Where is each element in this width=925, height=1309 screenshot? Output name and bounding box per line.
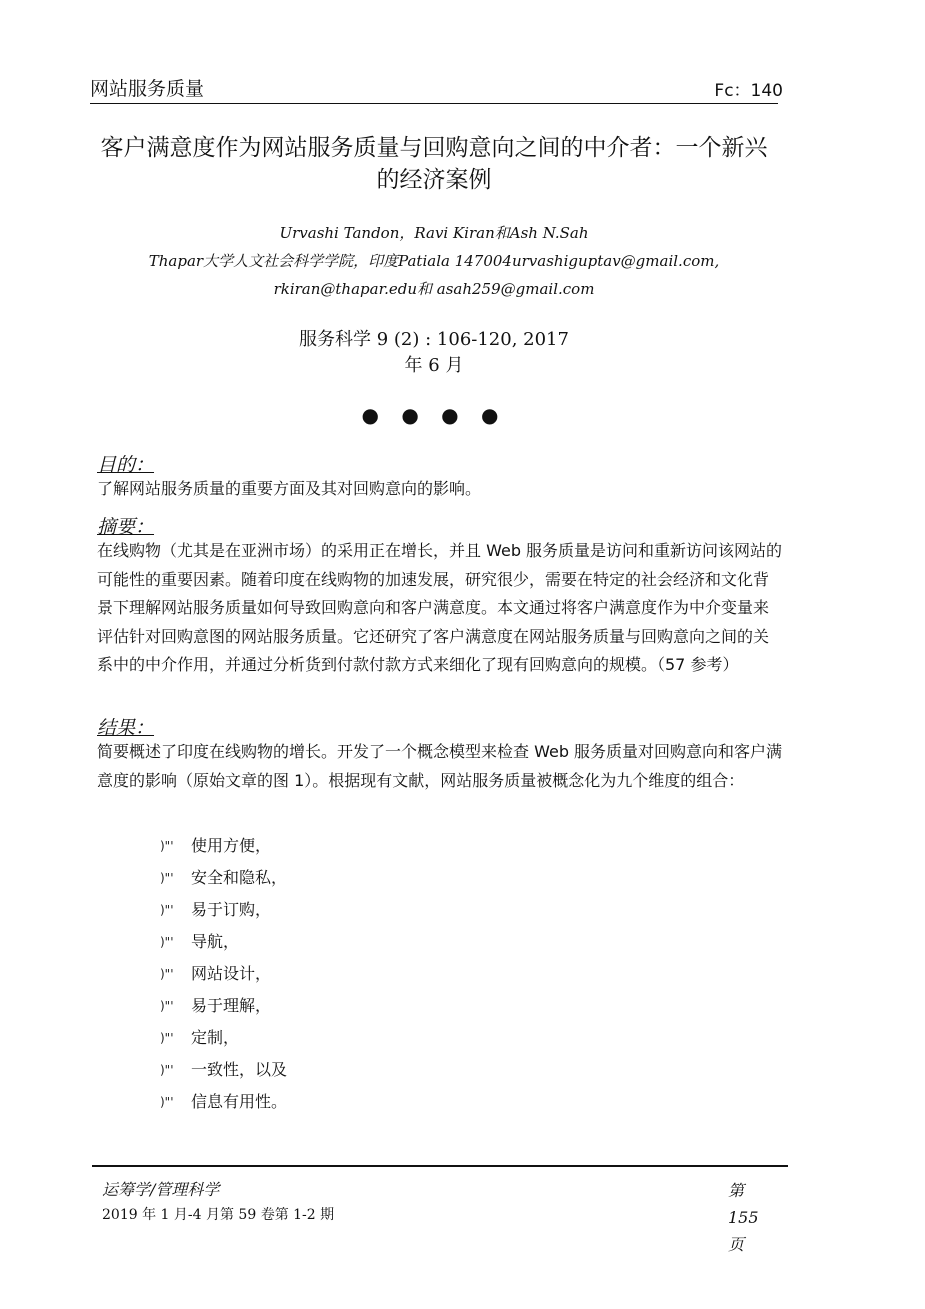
bullet-marker: )"' xyxy=(160,871,174,885)
objective-body: 了解网站服务质量的重要方面及其对回购意向的影响。 xyxy=(97,479,482,498)
results-body: 简要概述了印度在线购物的增长。开发了一个概念模型来检查 Web 服务质量对回购意向和客户满意度的影响（原始文章的图 1）。根据现有文献，网站服务质量被概念化为九个维度的组合： xyxy=(97,742,783,790)
list-item xyxy=(160,862,287,894)
journal-name: 运筹学/管理科学 xyxy=(102,1180,220,1199)
bullet-marker: )"' xyxy=(160,1031,174,1045)
citation-line-1: 服务科学 9 (2) : 106-120, 2017 xyxy=(299,329,569,350)
list-item-text: 易于订购， xyxy=(191,900,272,919)
issue-info: 2019 年 1 月-4 月第 59 卷第 1-2 期 xyxy=(102,1207,335,1223)
running-title: 网站服务质量 xyxy=(90,78,205,100)
list-item-text: 一致性，以及 xyxy=(191,1060,288,1079)
article-title: 客户满意度作为网站服务质量与回购意向之间的中介者：一个新兴的经济案例 xyxy=(100,135,768,193)
page-number xyxy=(728,1177,778,1258)
bullet-marker: )"' xyxy=(160,839,174,853)
list-item-text: 导航， xyxy=(191,932,240,951)
list-item-text: 定制， xyxy=(191,1028,240,1047)
author-emails: rkiran@thapar.edu和 asah259@gmail.com xyxy=(273,280,595,298)
results-heading: 结果： xyxy=(97,717,155,739)
list-item-text: 安全和隐私， xyxy=(191,868,288,887)
page-value: 155 xyxy=(728,1208,759,1227)
affiliation: Thapar大学人文社会科学学院，印度Patiala 147004urvashiguptav@gmail.com, xyxy=(148,252,720,270)
list-item-text: 信息有用性。 xyxy=(191,1092,288,1111)
objective-heading: 目的： xyxy=(97,454,155,476)
bullet-marker: )"' xyxy=(160,967,174,981)
list-item-text: 使用方便， xyxy=(191,836,272,855)
bullet-marker: )"' xyxy=(160,935,174,949)
dimension-list xyxy=(160,830,287,1118)
author-list: Urvashi Tandon，Ravi Kiran和Ash N.Sah xyxy=(279,224,589,242)
abstract-body: 在线购物（尤其是在亚洲市场）的采用正在增长，并且 Web 服务质量是访问和重新访问该网站的可能性的重要因素。随着印度在线购物的加速发展，研究很少，需要在特定的社会经济和文化背景下理解网站服务质量如何导致回购意向和客户满意度。本文通过将客户满意度作为中介变量来评估针对回购意图的网站服务质量。它还研究了客户满意度在网站服务质量与回购意向之间的关系中的中介作用，并通过分析货到付款付款方式来细化了现有回购意向的规模。（57 参考） xyxy=(97,541,783,674)
page-suffix: 页 xyxy=(728,1235,745,1254)
bullet-marker: )"' xyxy=(160,903,174,917)
list-item xyxy=(160,926,287,958)
list-item xyxy=(160,1054,287,1086)
list-item xyxy=(160,1086,287,1118)
abstract-heading: 摘要： xyxy=(97,516,155,538)
list-item xyxy=(160,990,287,1022)
citation xyxy=(90,327,778,379)
footer-rule xyxy=(92,1165,788,1167)
list-item-text: 网站设计， xyxy=(191,964,272,983)
list-item xyxy=(160,958,287,990)
bullet-marker: )"' xyxy=(160,999,174,1013)
list-item xyxy=(160,894,287,926)
header-rule xyxy=(90,103,778,104)
reference-code: Fc：140 xyxy=(714,81,783,101)
bullet-marker: )"' xyxy=(160,1095,174,1109)
section-separator: ● ● ● ● xyxy=(361,403,507,427)
bullet-marker: )"' xyxy=(160,1063,174,1077)
citation-line-2: 年 6 月 xyxy=(404,355,464,376)
list-item xyxy=(160,830,287,862)
page-prefix: 第 xyxy=(728,1181,745,1200)
list-item xyxy=(160,1022,287,1054)
list-item-text: 易于理解， xyxy=(191,996,272,1015)
